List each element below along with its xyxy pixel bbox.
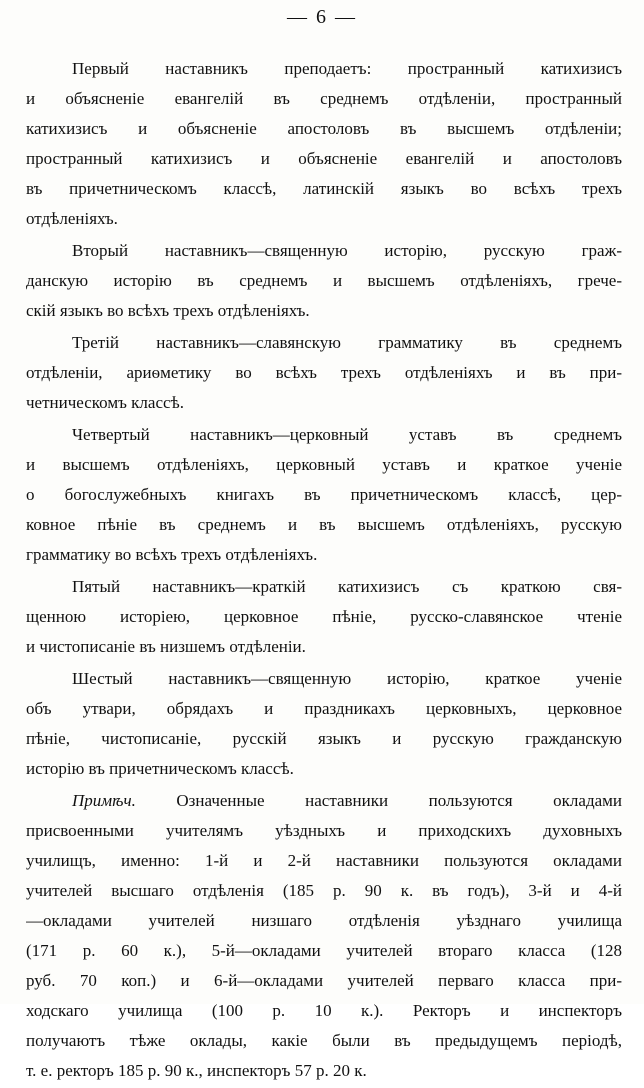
text-line: данскую исторію въ среднемъ и высшемъ отдѣленіяхъ, грече- <box>26 271 622 290</box>
text-line: и высшемъ отдѣленіяхъ, церковный уставъ и краткое ученіе <box>26 455 622 474</box>
paragraph-second-teacher <box>26 236 622 326</box>
text-line: грамматику во всѣхъ трехъ отдѣленіяхъ. <box>26 545 318 564</box>
text-line: четническомъ классѣ. <box>26 393 185 412</box>
paragraph-first-teacher <box>26 54 622 234</box>
note-label: Примѣч. <box>72 791 136 810</box>
text-line: —окладами учителей низшаго отдѣленія уѣзднаго училища <box>26 911 622 930</box>
text-line: Первый наставникъ преподаетъ: пространный катихизисъ <box>72 59 622 78</box>
text-line: ходскаго училища (100 р. 10 к.). Ректоръ и инспекторъ <box>26 1001 622 1020</box>
text-line: Пятый наставникъ—краткій катихизисъ съ краткою свя- <box>72 577 622 596</box>
text-line: ковное пѣніе въ среднемъ и въ высшемъ отдѣленіяхъ, русскую <box>26 515 622 534</box>
text-line: и объясненіе евангелій въ среднемъ отдѣленіи, пространный <box>26 89 622 108</box>
text-line: отдѣленіяхъ. <box>26 209 118 228</box>
page-number: — 6 — <box>287 6 357 28</box>
body-text <box>26 54 622 1088</box>
text-line <box>26 786 622 816</box>
text-line: объ утвари, обрядахъ и праздникахъ церковныхъ, церковное <box>26 699 622 718</box>
text-line: щенною исторіею, церковное пѣніе, русско-славянское чтеніе <box>26 607 622 626</box>
text-line: катихизисъ и объясненіе апостоловъ въ высшемъ отдѣленіи; <box>26 119 622 138</box>
text-line: Четвертый наставникъ—церковный уставъ въ среднемъ <box>72 425 622 444</box>
note-first-line-text: Означенные наставники пользуются окладами <box>135 791 622 810</box>
text-line: скій языкъ во всѣхъ трехъ отдѣленіяхъ. <box>26 301 310 320</box>
text-line: Третій наставникъ—славянскую грамматику въ среднемъ <box>72 333 622 352</box>
paragraph-sixth-teacher <box>26 664 622 784</box>
text-line: пѣніе, чистописаніе, русскій языкъ и русскую гражданскую <box>26 729 622 748</box>
text-line: учителей высшаго отдѣленія (185 р. 90 к. въ годъ), 3-й и 4-й <box>26 881 622 900</box>
text-line: получаютъ тѣже оклады, какіе были въ предыдущемъ періодѣ, <box>26 1031 622 1050</box>
text-line: о богослужебныхъ книгахъ въ причетническомъ классѣ, цер- <box>26 485 622 504</box>
text-line: Шестый наставникъ—священную исторію, краткое ученіе <box>72 669 622 688</box>
paragraph-note <box>26 786 622 1086</box>
paragraph-fourth-teacher <box>26 420 622 570</box>
text-line: руб. 70 коп.) и 6-й—окладами учителей перваго класса при- <box>26 971 622 990</box>
text-line: т. е. ректоръ 185 р. 90 к., инспекторъ 57 р. 20 к. <box>26 1061 367 1080</box>
text-line: и чистописаніе въ низшемъ отдѣленіи. <box>26 637 306 656</box>
text-line: исторію въ причетническомъ классѣ. <box>26 759 294 778</box>
paragraph-fifth-teacher <box>26 572 622 662</box>
text-line: въ причетническомъ классѣ, латинскій языкъ во всѣхъ трехъ <box>26 179 622 198</box>
text-line: отдѣленіи, ариѳметику во всѣхъ трехъ отдѣленіяхъ и въ при- <box>26 363 622 382</box>
paragraph-third-teacher <box>26 328 622 418</box>
text-line: (171 р. 60 к.), 5-й—окладами учителей втораго класса (128 <box>26 941 622 960</box>
text-line: пространный катихизисъ и объясненіе евангелій и апостоловъ <box>26 149 622 168</box>
text-line: училищъ, именно: 1-й и 2-й наставники пользуются окладами <box>26 851 622 870</box>
text-line: Вторый наставникъ—священную исторію, русскую граж- <box>72 241 622 260</box>
text-line: присвоенными учителямъ уѣздныхъ и приходскихъ духовныхъ <box>26 821 622 840</box>
